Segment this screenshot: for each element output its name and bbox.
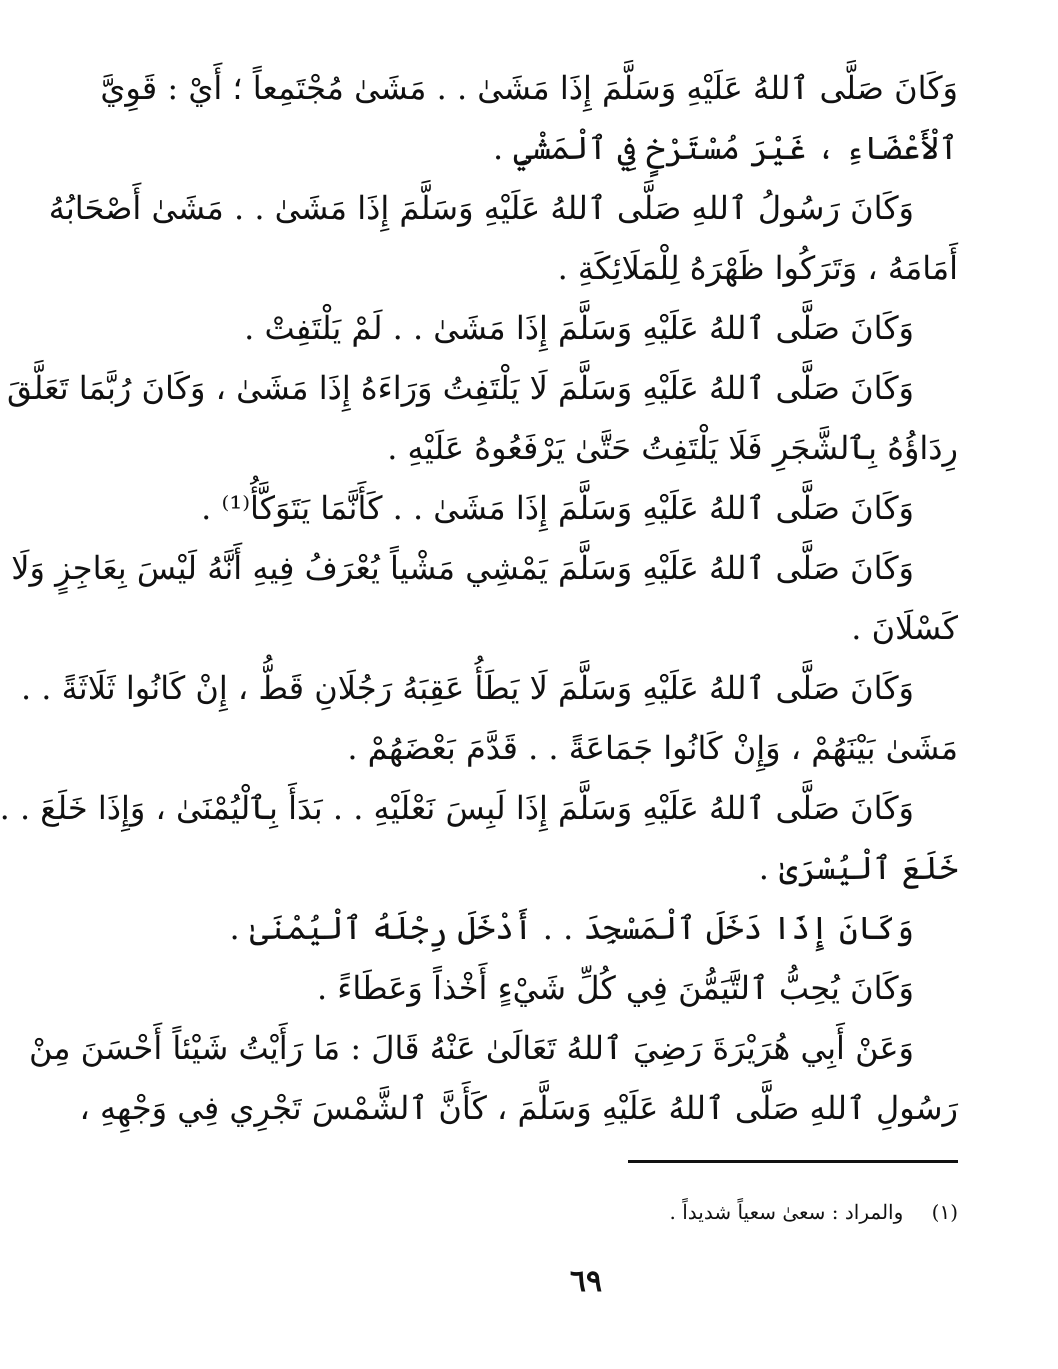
text-line: وَكَانَ صَلَّى ٱللهُ عَلَيْهِ وَسَلَّمَ لَا يَلْتَفِتُ وَرَاءَهُ إِذَا مَشَىٰ ، وَكَانَ رُبَّمَا تَعَلَّقَ (6, 369, 914, 407)
text-line: رِدَاؤُهُ بِٱلشَّجَرِ فَلَا يَلْتَفِتُ حَتَّىٰ يَرْفَعُوهُ عَلَيْهِ . (387, 429, 958, 467)
footnote-number: (١) (931, 1200, 958, 1224)
page-body-text (0, 58, 958, 1138)
footnote-text: والمراد : سعىٰ سعياً شديداً . (669, 1200, 904, 1224)
text-line: وَكَانَ صَلَّى ٱللهُ عَلَيْهِ وَسَلَّمَ لَا يَطَأُ عَقِبَهُ رَجُلَانِ قَطُّ ، إِنْ كَانُوا ثَلَاثَةً . . (20, 669, 914, 707)
footnote (358, 1198, 958, 1226)
text-line: رَسُولِ ٱللهِ صَلَّى ٱللهُ عَلَيْهِ وَسَلَّمَ ، كَأَنَّ ٱلشَّمْسَ تَجْرِي فِي وَجْهِهِ ، (79, 1089, 958, 1127)
text-line: وَكَانَ صَلَّى ٱللهُ عَلَيْهِ وَسَلَّمَ إِذَا مَشَىٰ . . كَأَنَّمَا يَتَوَكَّأُ⁽¹⁾ . (201, 489, 914, 527)
text-line: خَلَعَ ٱلْيُسْرَىٰ . (758, 849, 958, 887)
footnote-separator (628, 1160, 958, 1163)
text-line: وَكَانَ صَلَّى ٱللهُ عَلَيْهِ وَسَلَّمَ إِذَا مَشَىٰ . . لَمْ يَلْتَفِتْ . (244, 309, 914, 347)
text-line: وَكَانَ صَلَّى ٱللهُ عَلَيْهِ وَسَلَّمَ إِذَا لَبِسَ نَعْلَيْهِ . . بَدَأَ بِٱلْيُمْنَىٰ ، وَإِذَا خَلَعَ . . (0, 789, 914, 827)
text-line: أَمَامَهُ ، وَتَرَكُوا ظَهْرَهُ لِلْمَلَائِكَةِ . (557, 249, 958, 287)
text-line: ٱلْأَعْضَاءِ ، غَيْرَ مُسْتَرْخٍ فِي ٱلْمَشْيِ . (493, 129, 958, 167)
text-line: وَكَانَ صَلَّى ٱللهُ عَلَيْهِ وَسَلَّمَ يَمْشِي مَشْياً يُعْرَفُ فِيهِ أَنَّهُ لَيْسَ بِعَاجِزٍ وَلَا (11, 549, 914, 587)
text-line: كَسْلَانَ . (851, 609, 958, 647)
text-line: وَعَنْ أَبِي هُرَيْرَةَ رَضِيَ ٱللهُ تَعَالَىٰ عَنْهُ قَالَ : مَا رَأَيْتُ شَيْئاً أَحْسَنَ مِنْ (28, 1029, 914, 1067)
text-line: مَشَىٰ بَيْنَهُمْ ، وَإِنْ كَانُوا جَمَاعَةً . . قَدَّمَ بَعْضَهُمْ . (347, 729, 958, 767)
text-line: وَكَانَ صَلَّى ٱللهُ عَلَيْهِ وَسَلَّمَ إِذَا مَشَىٰ . . مَشَىٰ مُجْتَمِعاً ؛ أَيْ : قَوِيَّ (100, 69, 958, 107)
text-line: وَكَانَ إِذَا دَخَلَ ٱلْمَسْجِدَ . . أَدْخَلَ رِجْلَهُ ٱلْيُمْنَىٰ . (229, 909, 914, 947)
page-number: ٦٩ (569, 1264, 603, 1299)
text-line: وَكَانَ رَسُولُ ٱللهِ صَلَّى ٱللهُ عَلَيْهِ وَسَلَّمَ إِذَا مَشَىٰ . . مَشَىٰ أَصْحَابُهُ (48, 189, 914, 227)
text-line: وَكَانَ يُحِبُّ ٱلتَّيَمُّنَ فِي كُلِّ شَيْءٍ أَخْذاً وَعَطَاءً . (316, 969, 914, 1007)
